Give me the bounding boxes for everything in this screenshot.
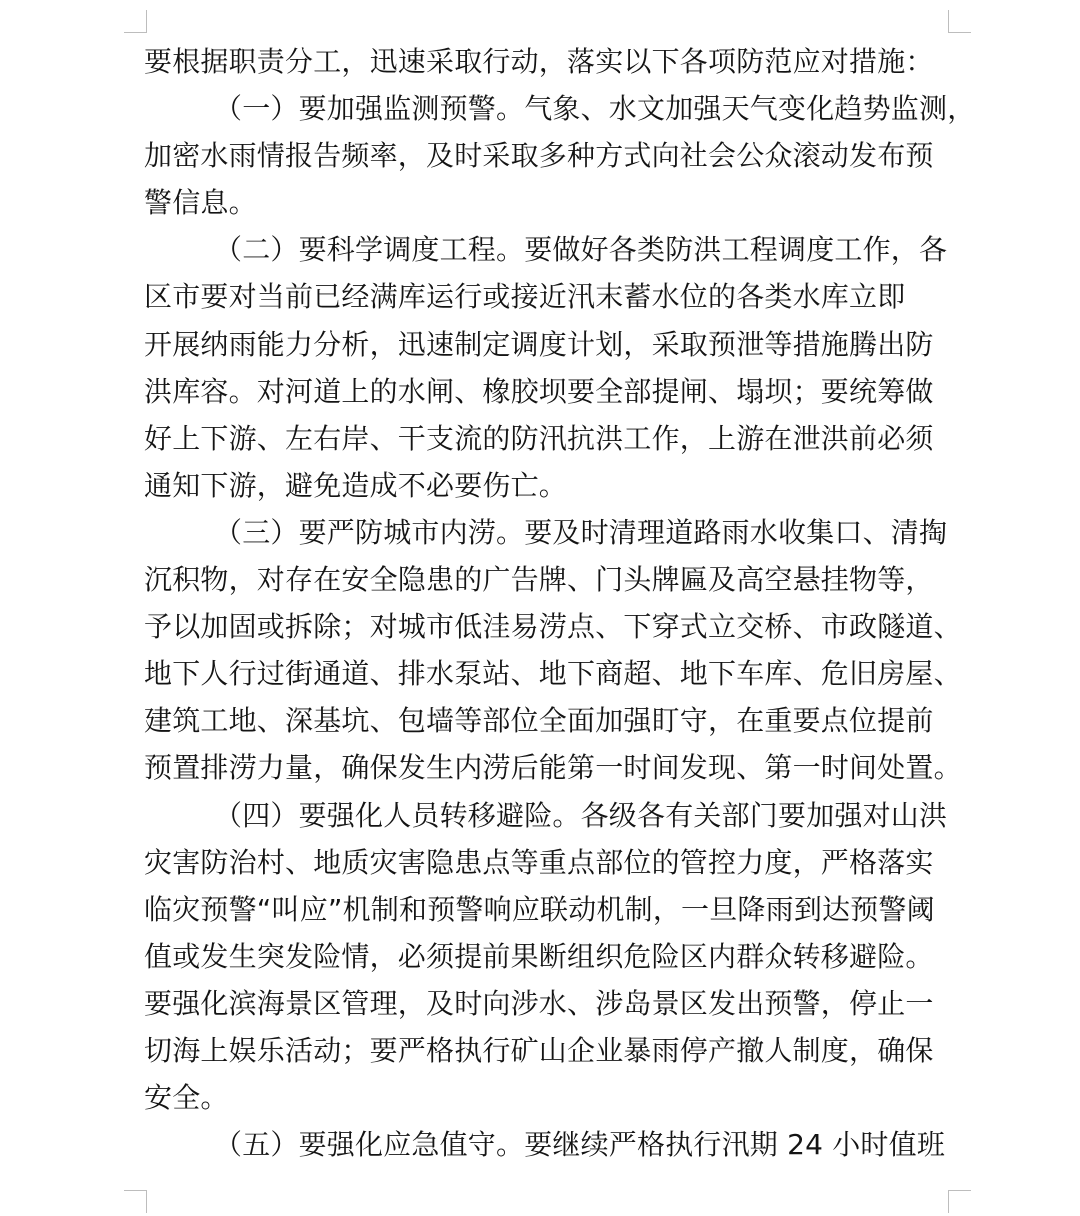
crop-mark-top-left: [124, 10, 147, 33]
text-line: （二）要科学调度工程。要做好各类防洪工程调度工作，各: [214, 233, 948, 267]
text-line: 区市要对当前已经满库运行或接近汛末蓄水位的各类水库立即: [144, 280, 906, 314]
text-line: 开展纳雨能力分析，迅速制定调度计划，采取预泄等措施腾出防: [144, 327, 934, 361]
text-line: 值或发生突发险情，必须提前果断组织危险区内群众转移避险。: [144, 939, 934, 973]
text-line: 临灾预警“叫应”机制和预警响应联动机制，一旦降雨到达预警阈: [144, 892, 935, 926]
text-line: 加密水雨情报告频率，及时采取多种方式向社会公众滚动发布预: [144, 139, 934, 173]
text-line: 建筑工地、深基坑、包墙等部位全面加强盯守，在重要点位提前: [144, 704, 934, 738]
text-line: 预置排涝力量，确保发生内涝后能第一时间发现、第一时间处置。: [144, 751, 962, 785]
text-line: 警信息。: [144, 186, 257, 220]
crop-mark-top-right: [948, 10, 971, 33]
text-line: （一）要加强监测预警。气象、水文加强天气变化趋势监测，: [214, 92, 976, 126]
text-line: （五）要强化应急值守。要继续严格执行汛期 24 小时值班: [214, 1128, 946, 1162]
text-line: （三）要严防城市内涝。要及时清理道路雨水收集口、清掏: [214, 515, 948, 549]
text-line: 沉积物，对存在安全隐患的广告牌、门头牌匾及高空悬挂物等，: [144, 563, 934, 597]
document-body: [144, 38, 976, 1168]
text-line: 灾害防治村、地质灾害隐患点等重点部位的管控力度，严格落实: [144, 845, 934, 879]
text-line: 安全。: [144, 1081, 229, 1115]
crop-mark-bottom-left: [124, 1190, 147, 1213]
text-line: 洪库容。对河道上的水闸、橡胶坝要全部提闸、塌坝；要统筹做: [144, 374, 934, 408]
text-line: 切海上娱乐活动；要严格执行矿山企业暴雨停产撤人制度，确保: [144, 1033, 934, 1067]
text-line: （四）要强化人员转移避险。各级各有关部门要加强对山洪: [214, 798, 948, 832]
text-line: 要根据职责分工，迅速采取行动，落实以下各项防范应对措施：: [144, 45, 934, 78]
text-line: 通知下游，避免造成不必要伤亡。: [144, 468, 568, 502]
text-line: 予以加固或拆除；对城市低洼易涝点、下穿式立交桥、市政隧道、: [144, 610, 962, 644]
text-line: 好上下游、左右岸、干支流的防汛抗洪工作，上游在泄洪前必须: [144, 421, 934, 455]
crop-mark-bottom-right: [948, 1190, 971, 1213]
text-line: 要强化滨海景区管理，及时向涉水、涉岛景区发出预警，停止一: [144, 986, 934, 1020]
text-line: 地下人行过街通道、排水泵站、地下商超、地下车库、危旧房屋、: [144, 657, 962, 691]
